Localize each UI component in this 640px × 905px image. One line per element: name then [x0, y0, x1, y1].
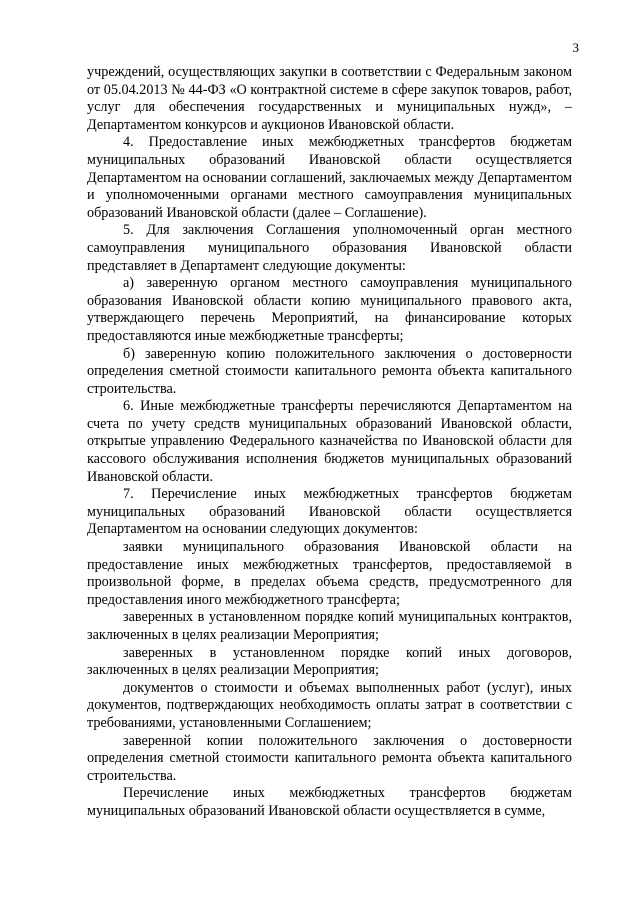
paragraph: заверенных в установленном порядке копий муниципальных контрактов, заключенных в целях реализации Мероприятия;: [87, 609, 572, 643]
paragraph: а) заверенную органом местного самоуправления муниципального образования Ивановской области копию муниципального правового акта, утверждающего перечень Мероприятий, на финансирование которых предоставляются иные межбюджетные трансферты;: [87, 275, 572, 344]
paragraph: учреждений, осуществляющих закупки в соответствии с Федеральным законом от 05.04.2013 № 44-ФЗ «О контрактной системе в сфере закупок товаров, работ, услуг для обеспечения государственных и муниципальных нужд», – Департаментом конкурсов и аукционов Ивановской области.: [87, 64, 572, 133]
paragraph: 5. Для заключения Соглашения уполномоченный орган местного самоуправления муниципального образования Ивановской области представляет в Департамент следующие документы:: [87, 222, 572, 274]
paragraph: Перечисление иных межбюджетных трансфертов бюджетам муниципальных образований Ивановской области осуществляется в сумме,: [87, 785, 572, 819]
page-number: 3: [572, 40, 579, 55]
paragraph: заявки муниципального образования Ивановской области на предоставление иных межбюджетных трансфертов, предоставляемой в произвольной форме, в пределах объема средств, предусмотренного для предоставления иного межбюджетного трансферта;: [87, 539, 572, 608]
paragraph: документов о стоимости и объемах выполненных работ (услуг), иных документов, подтверждающих необходимость оплаты затрат в соответствии с требованиями, установленными Соглашением;: [87, 679, 572, 731]
paragraph: 7. Перечисление иных межбюджетных трансфертов бюджетам муниципальных образований Ивановской области осуществляется Департаментом на основании следующих документов:: [87, 486, 572, 538]
paragraph: 6. Иные межбюджетные трансферты перечисляются Департаментом на счета по учету средств муниципальных образований Ивановской области, открытые управлению Федерального казначейства по Ивановской области для кассового обслуживания исполнения бюджетов муниципальных образований Ивановской области.: [87, 398, 572, 485]
document-body: [87, 64, 572, 821]
paragraph: 4. Предоставление иных межбюджетных трансфертов бюджетам муниципальных образований Ивановской области осуществляется Департаментом на основании соглашений, заключаемых между Департаментом и уполномоченными органами местного самоуправления муниципальных образований Ивановской области (далее – Соглашение).: [87, 134, 572, 221]
paragraph: б) заверенную копию положительного заключения о достоверности определения сметной стоимости капитального ремонта объекта капитального строительства.: [87, 345, 572, 397]
paragraph: заверенных в установленном порядке копий иных договоров, заключенных в целях реализации Мероприятия;: [87, 644, 572, 679]
paragraph: заверенной копии положительного заключения о достоверности определения сметной стоимости капитального ремонта объекта капитального строительства.: [87, 732, 572, 784]
